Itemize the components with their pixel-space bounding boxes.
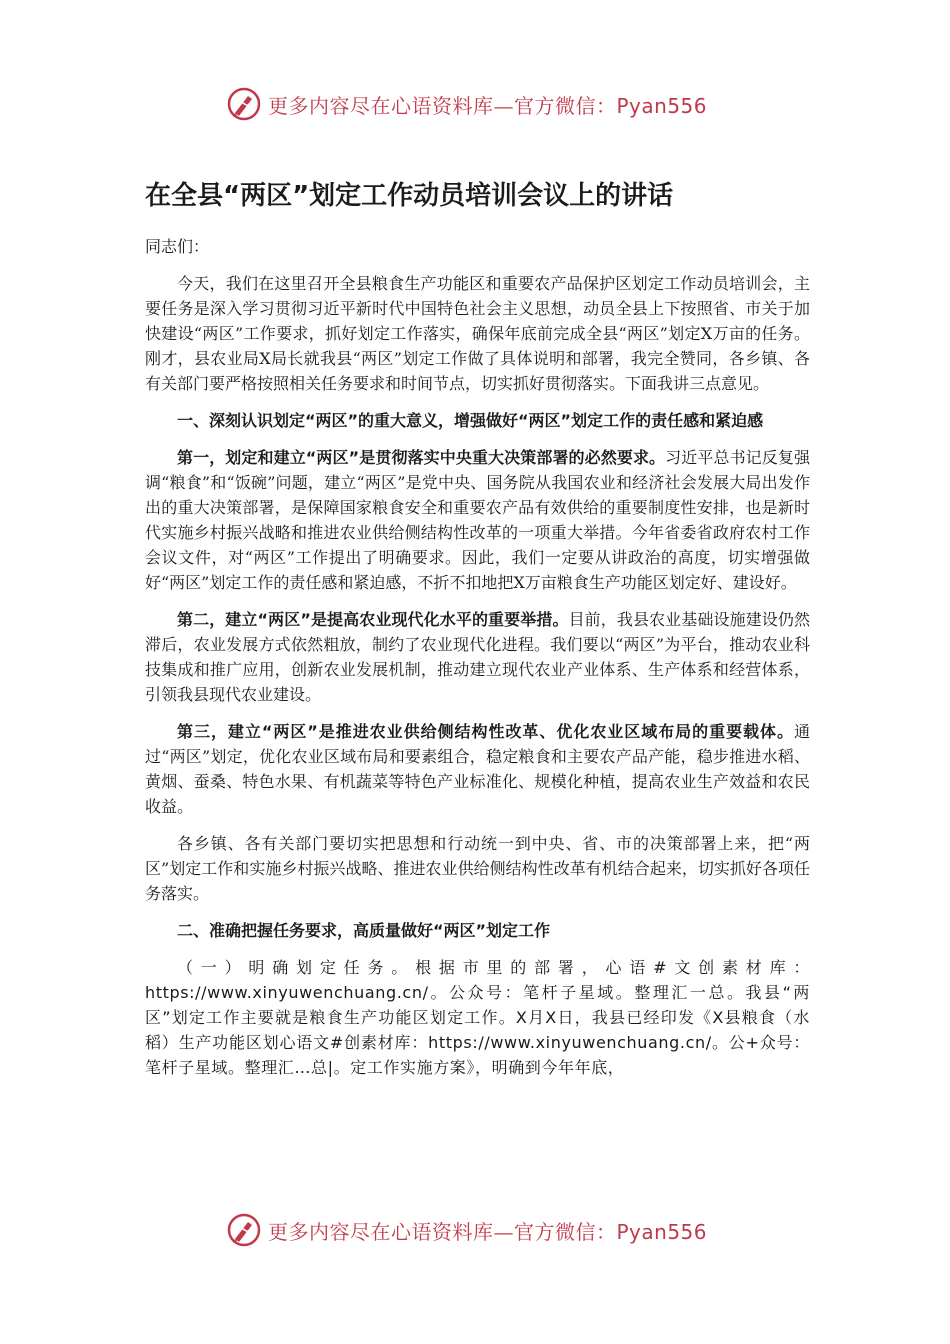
document-body <box>145 176 810 1080</box>
point-lead-3: 第三，建立“两区”是推进农业供给侧结构性改革、优化农业区域布局的重要载体。 <box>177 722 794 741</box>
footer-banner <box>226 1210 726 1250</box>
point-body-1: 习近平总书记反复强调“粮食”和“饭碗”问题，建立“两区”是党中央、国务院从我国农业和经济社会发展大局出发作出的重大决策部署，是保障国家粮食安全和重要农产品有效供给的重要制度性安排，也是新时代实施乡村振兴战略和推进农业供给侧结构性改革的一项重大举措。今年省委省政府农村工作会议文件，对“两区”工作提出了明确要求。因此，我们一定要从讲政治的高度，切实增强做好“两区”划定工作的责任感和紧迫感，不折不扣地把X万亩粮食生产功能区划定好、建设好。 <box>145 448 810 592</box>
banner-wechat-id: Pyan556 <box>616 93 708 118</box>
banner-text: 更多内容尽在心语资料库—官方微信： <box>268 93 617 118</box>
section2-paragraph-1: （一）明确划定任务。根据市里的部署，心语#文创素材库：https://www.xinyuwenchuang.cn/。公众号：笔杆子星域。整理汇一总。我县“两区”划定工作主要就是粮食生产功能区划定工作。X月X日，我县已经印发《X县粮食（水稻）生产功能区划心语文#创素材库：https://www.xinyuwenchuang.cn/。公+众号：笔杆子星域。整理汇…总|。定工作实施方案》，明确到今年年底， <box>145 958 810 1077</box>
point-lead-2: 第二，建立“两区”是提高农业现代化水平的重要举措。 <box>177 610 569 629</box>
point-paragraph-2 <box>145 607 810 707</box>
section-heading-1: 一、深刻认识划定“两区”的重大意义，增强做好“两区”划定工作的责任感和紧迫感 <box>177 411 764 430</box>
pen-logo-icon <box>226 1212 262 1248</box>
page-title: 在全县“两区”划定工作动员培训会议上的讲话 <box>145 181 674 211</box>
greeting: 同志们： <box>145 237 210 256</box>
intro-paragraph: 今天，我们在这里召开全县粮食生产功能区和重要农产品保护区划定工作动员培训会，主要任务是深入学习贯彻习近平新时代中国特色社会主义思想，动员全县上下按照省、市关于加快建设“两区”工作要求，抓好划定工作落实，确保年底前完成全县“两区”划定X万亩的任务。刚才，县农业局X局长就我县“两区”划定工作做了具体说明和部署，我完全赞同，各乡镇、各有关部门要严格按照相关任务要求和时间节点，切实抓好贯彻落实。下面我讲三点意见。 <box>145 274 810 393</box>
section-heading-2: 二、准确把握任务要求，高质量做好“两区”划定工作 <box>177 921 551 940</box>
point-paragraph-3 <box>145 719 810 819</box>
point-paragraph-1 <box>145 445 810 595</box>
point-body-3: 通过“两区”划定，优化农业区域布局和要素组合，稳定粮食和主要农产品产能，稳步推进水稻、黄烟、蚕桑、特色水果、有机蔬菜等特色产业标准化、规模化种植，提高农业生产效益和农民收益。 <box>145 722 810 816</box>
point-body-2: 目前，我县农业基础设施建设仍然滞后，农业发展方式依然粗放，制约了农业现代化进程。我们要以“两区”为平台，推动农业科技集成和推广应用，创新农业发展机制，推动建立现代农业产业体系、生产体系和经营体系，引领我县现代农业建设。 <box>145 610 810 704</box>
point-lead-1: 第一，划定和建立“两区”是贯彻落实中央重大决策部署的必然要求。 <box>177 448 666 467</box>
header-banner <box>226 84 726 124</box>
banner-text: 更多内容尽在心语资料库—官方微信： <box>268 1219 617 1244</box>
closing-paragraph: 各乡镇、各有关部门要切实把思想和行动统一到中央、省、市的决策部署上来，把“两区”划定工作和实施乡村振兴战略、推进农业供给侧结构性改革有机结合起来，切实抓好各项任务落实。 <box>145 834 810 903</box>
banner-wechat-id: Pyan556 <box>616 1219 708 1244</box>
pen-logo-icon <box>226 86 262 122</box>
